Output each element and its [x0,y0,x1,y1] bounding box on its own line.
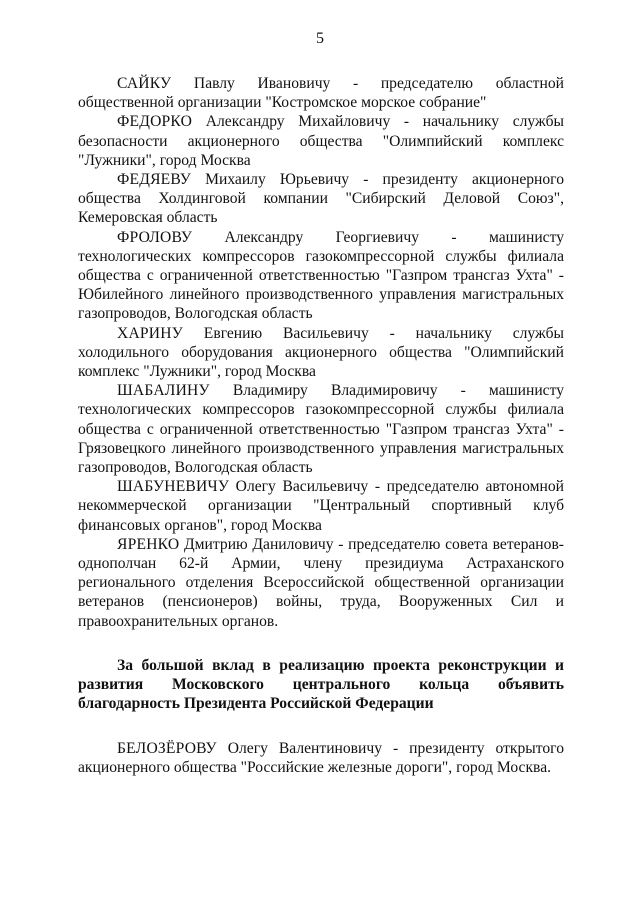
recipient-details: Евгению Васильевичу - начальнику службы холодильного оборудования акционерного общества "Олимпийский комплекс "Лужники", город Москва [78,324,564,381]
recipient-details: Олегу Валентиновичу - президенту открытого акционерного общества "Российские железные дороги", город Москва. [78,739,564,776]
recipient-name: ФЕДЯЕВУ [117,171,191,189]
award-entry [78,170,564,228]
award-entry [78,228,564,324]
recipient-name: САЙКУ [117,75,172,92]
section-heading: За большой вклад в реализацию проекта реконструкции и развития Московского центрального кольца объявить благодарность Президента Российской Федерации [78,656,564,713]
recipient-name: ФЕДОРКО [117,113,193,131]
recipient-name: ФРОЛОВУ [117,228,193,246]
document-body [78,74,564,777]
award-entry [78,381,564,477]
recipient-name: ШАБАЛИНУ [117,382,210,400]
page-number: 5 [316,30,324,47]
recipient-name: ЯРЕНКО [117,535,180,553]
award-entry [78,112,564,170]
recipient-details: Александру Георгиевичу - машинисту технологических компрессоров газокомпрессорной службы филиала общества с ограниченной ответственностью "Газпром трансгаз Ухта" - Юбилейного линейного производственного управления магистральных газопроводов, Вологодская область [78,228,564,323]
gratitude-entry [78,739,564,777]
recipient-details: Александру Михайловичу - начальнику службы безопасности акционерного общества "Олимпийский комплекс "Лужники", город Москва [78,113,564,169]
recipient-name: ШАБУНЕВИЧУ [117,478,230,496]
award-entry [78,74,564,112]
recipient-details: Михаилу Юрьевичу - президенту акционерного общества Холдинговой компании "Сибирский Деловой Союз", Кемеровская область [78,171,564,227]
recipient-details: Владимиру Владимировичу - машинисту технологических компрессоров газокомпрессорной службы филиала общества с ограниченной ответственностью "Газпром трансгаз Ухта" - Грязовецкого линейного производственного управления магистральных газопроводов, Вологодская область [78,382,564,477]
recipient-name: БЕЛОЗЁРОВУ [117,739,217,757]
recipient-details: Олегу Васильевичу - председателю автономной некоммерческой организации "Центральный спортивный клуб финансовых органов", город Москва [78,478,564,534]
award-entry [78,535,564,631]
award-list [78,74,564,631]
award-entry [78,477,564,535]
recipient-details: Павлу Ивановичу - председателю областной общественной организации "Костромское морское собрание" [78,75,564,112]
award-entry [78,324,564,382]
recipient-name: ХАРИНУ [117,324,183,342]
recipient-details: Дмитрию Даниловичу - председателю совета ветеранов-однополчан 62-й Армии, члену президиума Астраханского регионального отделения Всероссийской общественной организации ветеранов (пенсионеров) войны, труда, Вооруженных Сил и правоохранительных органов. [78,535,564,630]
gratitude-list [78,739,564,777]
